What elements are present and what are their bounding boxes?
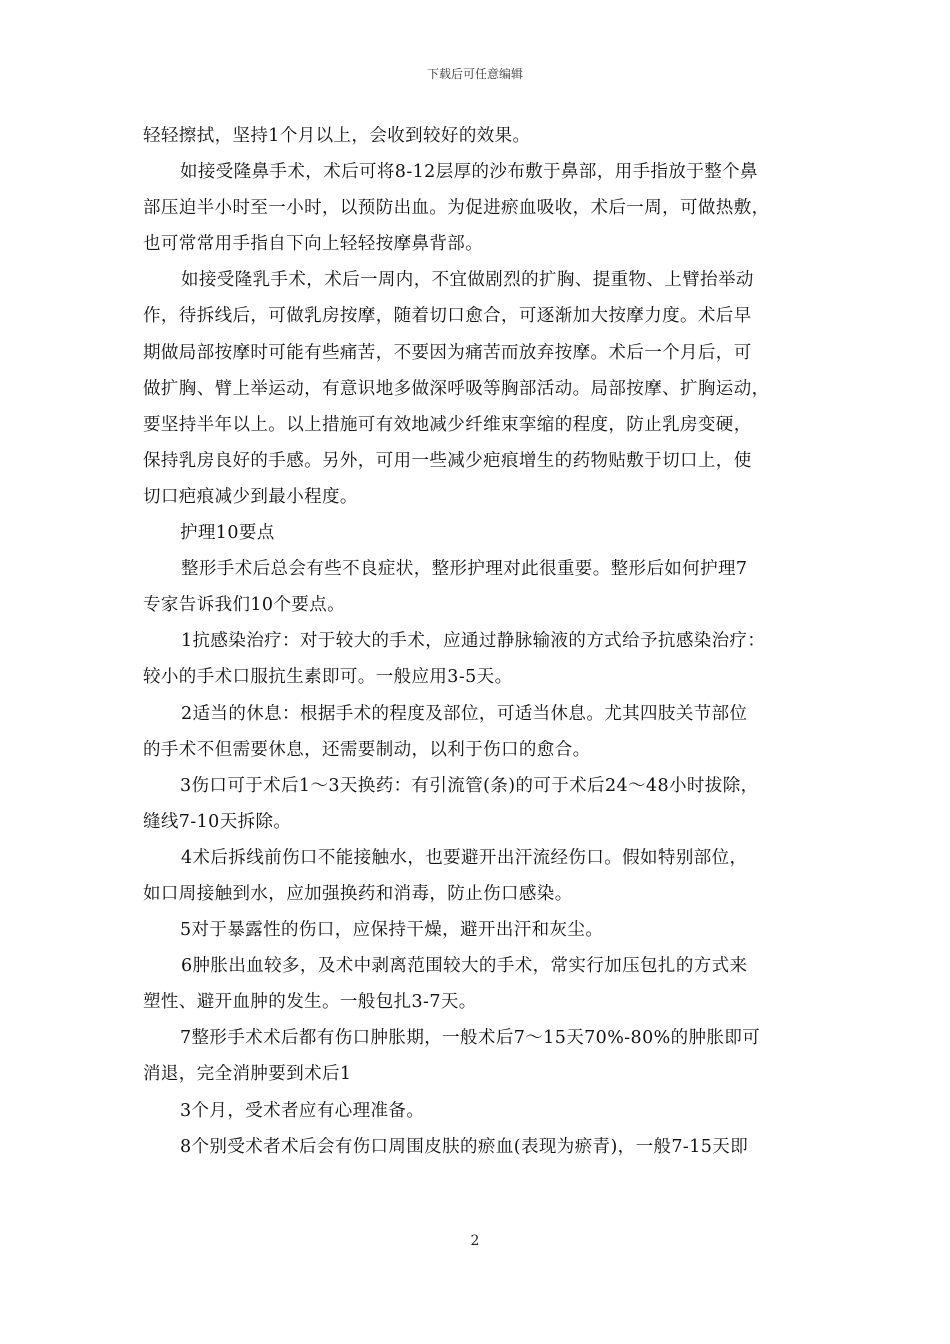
point-3-start: 3伤口可于术后1～3天换药：有引流管(条)的可于术后24～48小时拔除， xyxy=(180,775,759,796)
body-line: 作，待拆线后，可做乳房按摩，随着切口愈合，可逐渐加大按摩力度。术后早 xyxy=(143,306,752,327)
body-line: 部压迫半小时至一小时，以预防出血。为促进瘀血吸收，术后一周，可做热敷， xyxy=(143,198,770,219)
body-line: 要坚持半年以上。以上措施可有效地减少纤维束挛缩的程度，防止乳房变硬， xyxy=(143,414,752,435)
body-line: 轻轻擦拭，坚持1个月以上，会收到较好的效果。 xyxy=(143,126,531,146)
body-line: 较小的手术口服抗生素即可。一般应用3-5天。 xyxy=(143,667,513,688)
point-6-start: 6肿胀出血较多，及术中剥离范围较大的手术，常实行加压包扎的方式来 xyxy=(181,956,748,977)
body-line: 缝线7-10天拆除。 xyxy=(143,811,292,832)
point-7-start: 7整形手术术后都有伤口肿胀期，一般术后7～15天70%-80%的肿胀即可 xyxy=(180,1028,761,1049)
body-line: 如口周接触到水，应加强换药和消毒，防止伤口感染。 xyxy=(143,883,573,904)
body-line: 的手术不但需要休息，还需要制动，以利于伤口的愈合。 xyxy=(143,739,591,760)
body-line: 3个月，受术者应有心理准备。 xyxy=(180,1100,425,1121)
body-line: 也可常常用手指自下向上轻轻按摩鼻背部。 xyxy=(143,234,484,255)
body-line: 做扩胸、臂上举运动，有意识地多做深呼吸等胸部活动。局部按摩、扩胸运动， xyxy=(143,378,770,399)
body-line: 保持乳房良好的手感。另外，可用一些减少疤痕增生的药物贴敷于切口上，使 xyxy=(143,450,752,471)
page-header: 下载后可任意编辑 xyxy=(426,67,523,81)
body-line: 消退，完全消肿要到术后1 xyxy=(143,1064,352,1085)
body-line: 期做局部按摩时可能有些痛苦，不要因为痛苦而放弃按摩。术后一个月后，可 xyxy=(143,342,752,363)
body-line: 切口疤痕减少到最小程度。 xyxy=(143,486,358,507)
section-heading: 护理10要点 xyxy=(180,523,275,544)
point-5: 5对于暴露性的伤口，应保持干燥，避开出汗和灰尘。 xyxy=(180,920,604,941)
paragraph-breast-start: 如接受隆乳手术，术后一周内，不宜做剧烈的扩胸、提重物、上臂抬举动 xyxy=(181,270,754,291)
paragraph-rhinoplasty-start: 如接受隆鼻手术，术后可将8-12层厚的沙布敷于鼻部，用手指放于整个鼻 xyxy=(180,162,758,183)
document-body xyxy=(143,118,813,1165)
point-1-start: 1抗感染治疗：对于较大的手术，应通过静脉输液的方式给予抗感染治疗： xyxy=(181,631,766,652)
body-line: 塑性、避开血肿的发生。一般包扎3-7天。 xyxy=(143,992,477,1013)
page-number: 2 xyxy=(470,1233,480,1249)
point-4-start: 4术后拆线前伤口不能接触水，也要避开出汗流经伤口。假如特别部位， xyxy=(181,847,748,868)
body-line: 专家告诉我们10个要点。 xyxy=(143,595,346,616)
paragraph-intro-start: 整形手术后总会有些不良症状，整形护理对此很重要。整形后如何护理7 xyxy=(181,559,748,580)
point-8-start: 8个别受术者术后会有伤口周围皮肤的瘀血(表现为瘀青)，一般7-15天即 xyxy=(180,1136,749,1157)
point-2-start: 2适当的休息：根据手术的程度及部位，可适当休息。尤其四肢关节部位 xyxy=(181,703,748,724)
